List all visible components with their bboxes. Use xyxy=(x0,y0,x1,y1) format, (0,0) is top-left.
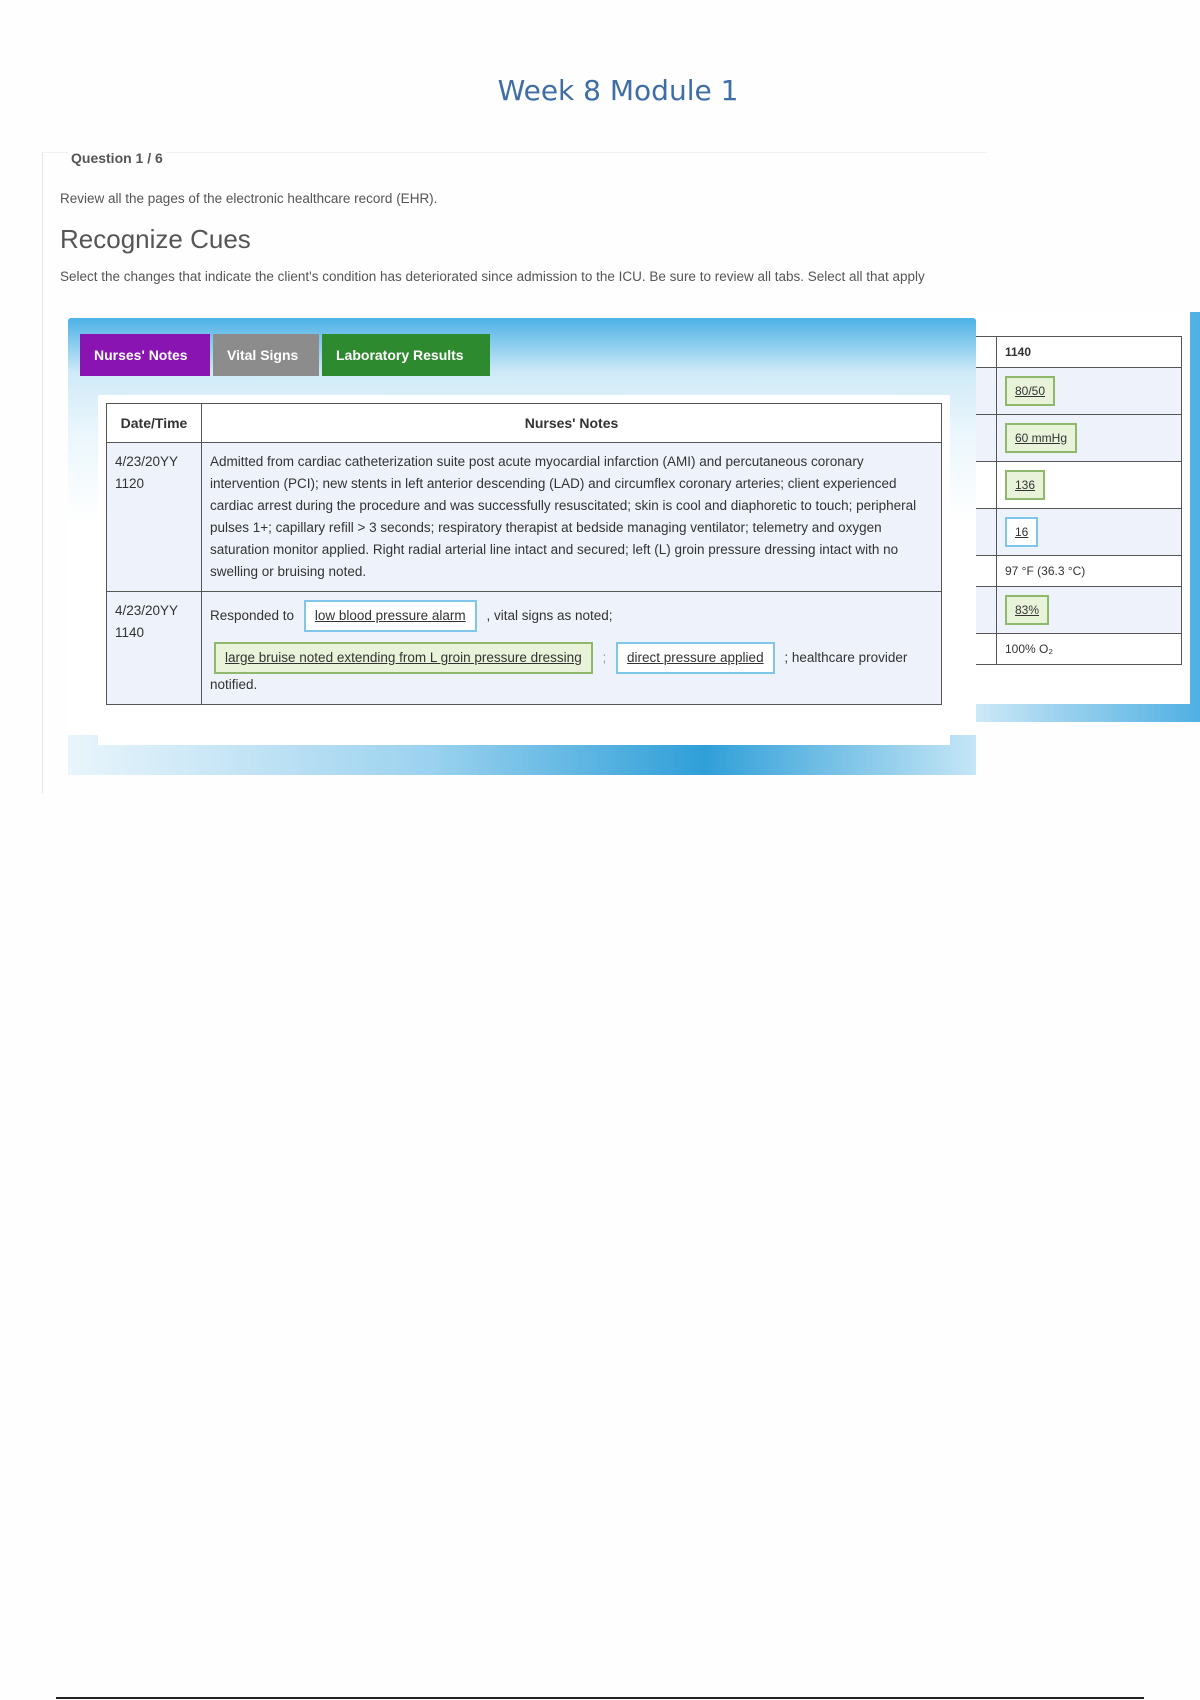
option-bp[interactable]: 80/50 xyxy=(1005,376,1055,406)
row-note: Admitted from cardiac catheterization suite post acute myocardial infarction (AMI) and percutaneous coronary intervention (PCI); new stents in left anterior descending (LAD) and circumflex coronary arteries; client experienced cardiac arrest during the procedure and was successfully resuscitated; skin is cool and diaphoretic to touch; peripheral pulses 1+; capillary refill > 3 seconds; respiratory therapist at bedside managing ventilator; telemetry and oxygen saturation monitor applied. Right radial arterial line intact and secured; left (L) groin pressure dressing intact with no swelling or bruising noted. xyxy=(202,443,942,592)
nurses-notes-table xyxy=(106,403,942,705)
vitals-header-time: 1140 xyxy=(997,337,1182,368)
tab-nurses-notes[interactable]: Nurses' Notes xyxy=(80,334,210,376)
row-time: 1140 xyxy=(115,625,145,640)
vitals-oxygen: 100% O₂ xyxy=(997,634,1182,665)
note-text: ; healthcare provider notified. xyxy=(210,650,908,692)
vital-signs-partial-panel xyxy=(958,312,1200,722)
tab-laboratory-results[interactable]: Laboratory Results xyxy=(322,334,490,376)
question-instruction: Review all the pages of the electronic healthcare record (EHR). xyxy=(60,191,438,206)
footer-divider xyxy=(56,1697,1144,1699)
table-row xyxy=(107,443,942,592)
vitals-temperature: 97 °F (36.3 °C) xyxy=(997,556,1182,587)
row-time: 1120 xyxy=(115,476,145,491)
option-direct-pressure[interactable]: direct pressure applied xyxy=(616,642,775,674)
table-row xyxy=(107,592,942,705)
tab-vital-signs[interactable]: Vital Signs xyxy=(213,334,319,376)
option-large-bruise[interactable]: large bruise noted extending from L groin pressure dressing xyxy=(214,642,593,674)
option-low-bp-alarm[interactable]: low blood pressure alarm xyxy=(304,600,477,632)
row-date: 4/23/20YY xyxy=(115,454,179,469)
question-prompt: Select the changes that indicate the client's condition has deteriorated since admission to the ICU. Be sure to review all tabs. Select all that apply xyxy=(60,269,925,284)
option-heart-rate[interactable]: 136 xyxy=(1005,470,1045,500)
note-separator: ; xyxy=(602,650,607,665)
section-title: Recognize Cues xyxy=(60,224,251,254)
column-header-datetime: Date/Time xyxy=(107,404,202,443)
option-resp-rate[interactable]: 16 xyxy=(1005,517,1038,547)
option-spo2[interactable]: 83% xyxy=(1005,595,1049,625)
question-counter: Question 1 / 6 xyxy=(68,150,166,166)
column-header-notes: Nurses' Notes xyxy=(202,404,942,443)
row-date: 4/23/20YY xyxy=(115,603,179,618)
option-map[interactable]: 60 mmHg xyxy=(1005,423,1077,453)
document-title: Week 8 Module 1 xyxy=(497,74,739,107)
note-text: Responded to xyxy=(210,608,295,623)
note-text: , vital signs as noted; xyxy=(486,608,613,623)
vital-signs-partial-table xyxy=(958,336,1182,665)
